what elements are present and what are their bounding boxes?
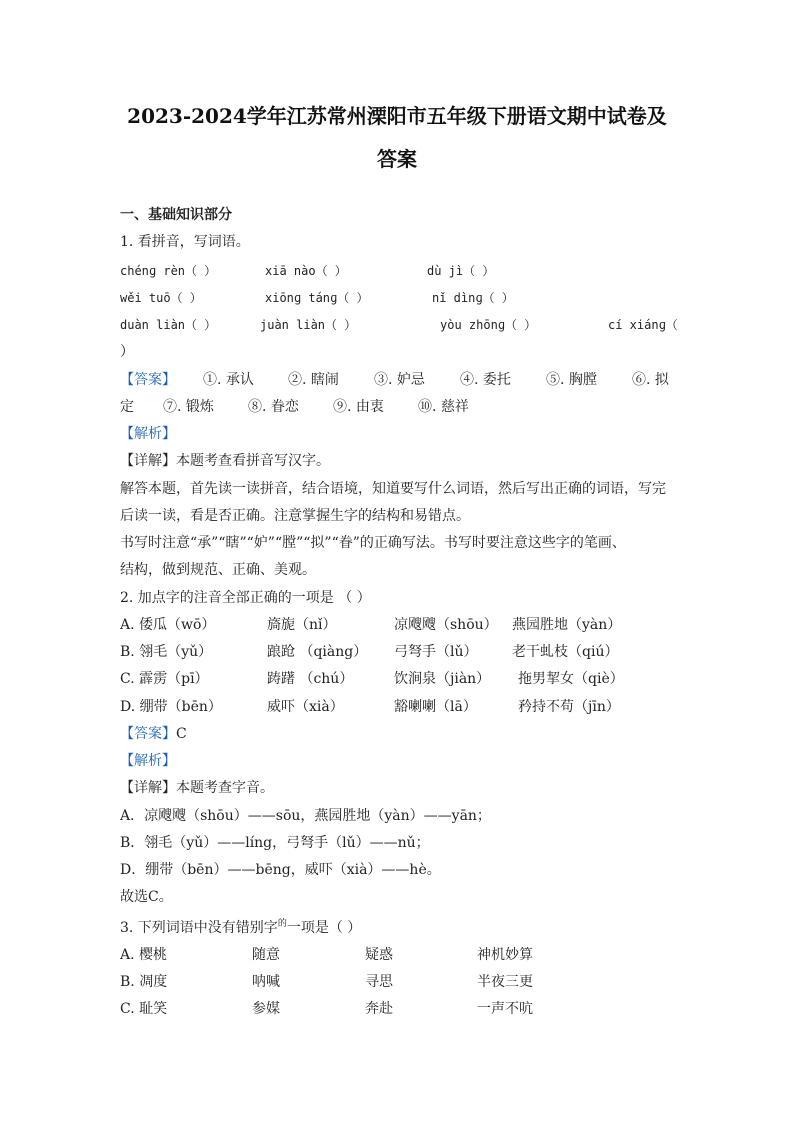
answer-item: ②. 瞎闹 [288,372,339,388]
detail-text: 本题考查看拼音写汉字。 [176,453,330,469]
option-cell: D. 绷带（bēn） [120,699,222,715]
answer-item: ⑩. 慈祥 [418,399,469,415]
q1-para2: 后读一读，看是否正确。注意掌握生字的结构和易错点。 [120,508,470,524]
option-cell: 弓弩手（lǔ） [394,644,478,660]
q2-explain-line: D．绷带（bēn）——bēng，威吓（xià）——hè。 [120,862,441,878]
analysis-tag: 【解析】 [120,426,176,442]
option-cell: 矜持不苟（jīn） [518,699,620,715]
option-cell: 旖旎（nǐ） [267,617,337,633]
pinyin-item: yòu zhōnɡ（ ） [440,318,537,332]
q2-detail [120,779,274,797]
q1-para1: 解答本题，首先读一读拼音，结合语境，知道要写什么词语，然后写出正确的词语，写完 [120,481,666,497]
answer-item: ⑥. 拟 [632,372,669,388]
q2-stem: 2. 加点字的注音全部正确的一项是 （ ） [120,590,371,606]
option-cell: 饮涧泉（jiàn） [394,671,491,687]
option-cell: A. 樱桃 [120,947,168,963]
pinyin-item: juàn liàn（ ） [260,318,357,332]
answer-item: ④. 委托 [460,372,511,388]
pinyin-item: xiā nào（ ） [265,264,347,278]
doc-title-line2: 答案 [377,147,417,171]
option-cell: C. 霹雳（pī） [120,671,209,687]
answer-item: ⑦. 锻炼 [163,399,214,415]
option-cell: 踌躇 （chú） [267,671,354,687]
q2-explain-line: A．凉飕飕（shōu）——sōu，燕园胜地（yàn）——yān； [120,808,491,824]
option-cell: 疑惑 [365,947,393,963]
option-cell: 呐喊 [252,974,280,990]
q3-stem-part: 一项是（ ） [286,920,362,936]
answer-tag: 【答案】 [120,372,176,388]
answer-item: ⑤. 胸膛 [546,372,597,388]
q1-para3: 书写时注意“承”“瞎”“妒”“膛”“拟”“眷”的正确写法。书写时要注意这些字的笔画、 [120,535,626,551]
option-cell: 踉跄 （qiàng） [267,644,368,660]
option-cell: 奔赴 [365,1001,393,1017]
option-cell: 参媒 [252,1001,280,1017]
option-cell: 神机妙算 [477,947,533,963]
q1-detail [120,452,330,470]
option-cell: A. 倭瓜（wō） [120,617,216,633]
q3-stem-part: 3. 下列词语中没有错别字 [120,920,278,936]
answer-item: ⑨. 由衷 [333,399,384,415]
option-cell: 半夜三更 [477,974,533,990]
pinyin-item: wěi tuō（ ） [120,291,202,305]
pinyin-item: duàn liàn（ ） [120,318,217,332]
answer-item: ①. 承认 [203,372,254,388]
q2-explain-line: B．翎毛（yǔ）——líng，弓弩手（lǔ）——nǔ； [120,835,430,851]
option-cell: C. 耻笑 [120,1001,168,1017]
answer-tag: 【答案】 [120,726,176,742]
option-cell: 豁喇喇（lā） [394,699,477,715]
option-cell: 威吓（xià） [267,699,344,715]
answer-item: 定 [120,399,134,415]
section-heading: 一、基础知识部分 [120,207,232,223]
option-cell: 寻思 [365,974,393,990]
q1-para4: 结构，做到规范、正确、美观。 [120,562,316,578]
option-cell: B. 翎毛（yǔ） [120,644,213,660]
q2-answer [120,725,187,743]
option-cell: 拖男挈女（qiè） [518,671,624,687]
pinyin-item: dù jì（ ） [427,264,495,278]
option-cell: 燕园胜地（yàn） [512,617,622,633]
q1-stem: 1. 看拼音，写词语。 [120,234,250,250]
answer-value: C [176,726,187,742]
option-cell: 一声不吭 [477,1001,533,1017]
answer-item: ③. 妒忌 [374,372,425,388]
detail-tag: 【详解】 [120,780,176,796]
option-cell: 老干虬枝（qiú） [512,644,619,660]
pinyin-item: nǐ dìnɡ（ ） [432,291,514,305]
q3-stem-sup: 的 [277,919,287,929]
q3-stem [120,919,361,939]
pinyin-item: xiōnɡ tánɡ（ ） [265,291,369,305]
doc-title-line1: 2023-2024学年江苏常州溧阳市五年级下册语文期中试卷及 [127,104,667,128]
pinyin-item: chénɡ rèn（ ） [120,264,217,278]
answer-item: ⑧. 眷恋 [248,399,299,415]
option-cell: 随意 [252,947,280,963]
detail-tag: 【详解】 [120,453,176,469]
analysis-tag: 【解析】 [120,753,176,769]
detail-text: 本题考查字音。 [176,780,274,796]
pinyin-item: cí xiánɡ（ [608,318,678,332]
pinyin-tail: ） [120,344,134,360]
q2-explain-line: 故选C。 [120,889,173,905]
option-cell: 凉飕飕（shōu） [394,617,498,633]
option-cell: B. 凋度 [120,974,168,990]
